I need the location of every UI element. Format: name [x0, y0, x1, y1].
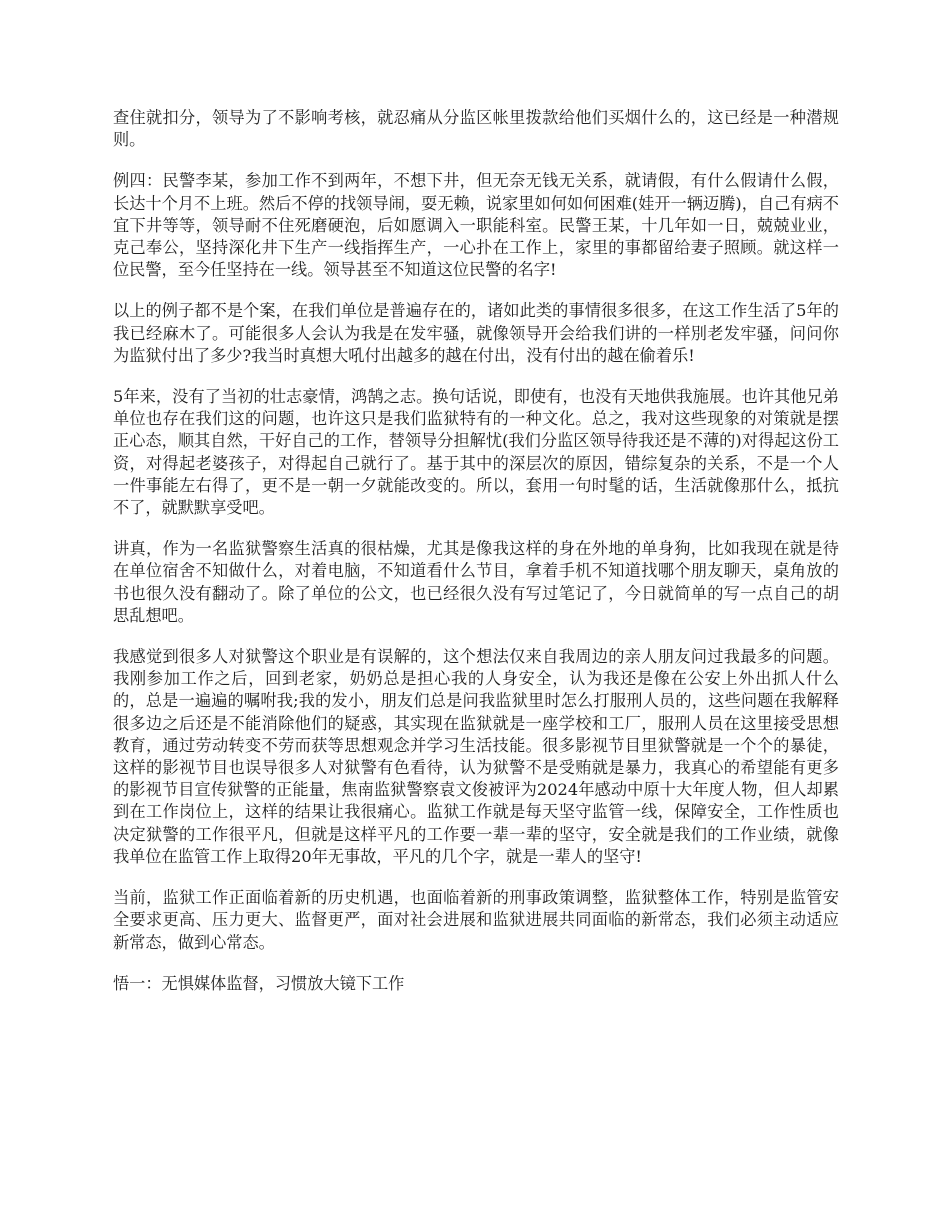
paragraph-5: 讲真，作为一名监狱警察生活真的很枯燥，尤其是像我这样的身在外地的单身狗，比如我现在就是待在单位宿舍不知做什么，对着电脑，不知道看什么节目，拿着手机不知道找哪个朋友聊天，桌角放的书也很久没有翻动了。除了单位的公文，也已经很久没有写过笔记了，今日就简单的写一点自己的胡思乱想吧。: [113, 539, 839, 625]
paragraph-7: 当前，监狱工作正面临着新的历史机遇，也面临着新的刑事政策调整，监狱整体工作，特别是监管安全要求更高、压力更大、监督更严，面对社会进展和监狱进展共同面临的新常态，我们必须主动适应新常态，做到心常态。: [113, 888, 839, 952]
section-heading: 悟一：无惧媒体监督，习惯放大镜下工作: [113, 973, 405, 993]
document-body: [113, 107, 839, 1014]
paragraph-1: 查住就扣分，领导为了不影响考核，就忍痛从分监区帐里拨款给他们买烟什么的，这已经是一种潜规则。: [113, 108, 839, 150]
paragraph-4: 5年来，没有了当初的壮志豪情，鸿鹄之志。换句话说，即使有，也没有天地供我施展。也许其他兄弟单位也存在我们这的问题，也许这只是我们监狱特有的一种文化。总之，我对这些现象的对策就是摆正心态，顺其自然，干好自己的工作，替领导分担解忧(我们分监区领导待我还是不薄的)对得起这份工资，对得起老婆孩子，对得起自己就行了。基于其中的深层次的原因，错综复杂的关系，不是一个人一件事能左右得了，更不是一朝一夕就能改变的。所以，套用一句时髦的话，生活就像那什么，抵抗不了，就默默享受吧。: [113, 387, 839, 518]
paragraph-2: 例四：民警李某，参加工作不到两年，不想下井，但无奈无钱无关系，就请假，有什么假请什么假，长达十个月不上班。然后不停的找领导闹，耍无赖，说家里如何如何困难(娃开一辆迈腾)，自己有病不宜下井等等，领导耐不住死磨硬泡，后如愿调入一职能科室。民警王某，十几年如一日，兢兢业业，克己奉公，坚持深化井下生产一线指挥生产，一心扑在工作上，家里的事都留给妻子照顾。就这样一位民警，至今任坚持在一线。领导甚至不知道这位民警的名字!: [113, 171, 839, 280]
paragraph-6: 我感觉到很多人对狱警这个职业是有误解的，这个想法仅来自我周边的亲人朋友问过我最多的问题。我刚参加工作之后，回到老家，奶奶总是担心我的人身安全，认为我还是像在公安上外出抓人什么的，总是一遍遍的嘱咐我;我的发小，朋友们总是问我监狱里时怎么打服刑人员的，这些问题在我解释很多边之后还是不能消除他们的疑惑，其实现在监狱就是一座学校和工厂，服刑人员在这里接受思想教育，通过劳动转变不劳而获等思想观念并学习生活技能。很多影视节目里狱警就是一个个的暴徒，这样的影视节目也误导很多人对狱警有色看待，认为狱警不是受贿就是暴力，我真心的希望能有更多的影视节目宣传狱警的正能量，焦南监狱警察袁文俊被评为2024年感动中原十大年度人物，但人却累到在工作岗位上，这样的结果让我很痛心。监狱工作就是每天坚守监管一线，保障安全，工作性质也决定狱警的工作很平凡，但就是这样平凡的工作要一辈一辈的坚守，安全就是我们的工作业绩，就像我单位在监管工作上取得20年无事故，平凡的几个字，就是一辈人的坚守!: [113, 647, 839, 866]
paragraph-3: 以上的例子都不是个案，在我们单位是普遍存在的，诸如此类的事情很多很多，在这工作生活了5年的我已经麻木了。可能很多人会认为我是在发牢骚，就像领导开会给我们讲的一样別老发牢骚，问问你为监狱付出了多少?我当时真想大吼付出越多的越在付出，没有付出的越在偷着乐!: [113, 301, 839, 365]
